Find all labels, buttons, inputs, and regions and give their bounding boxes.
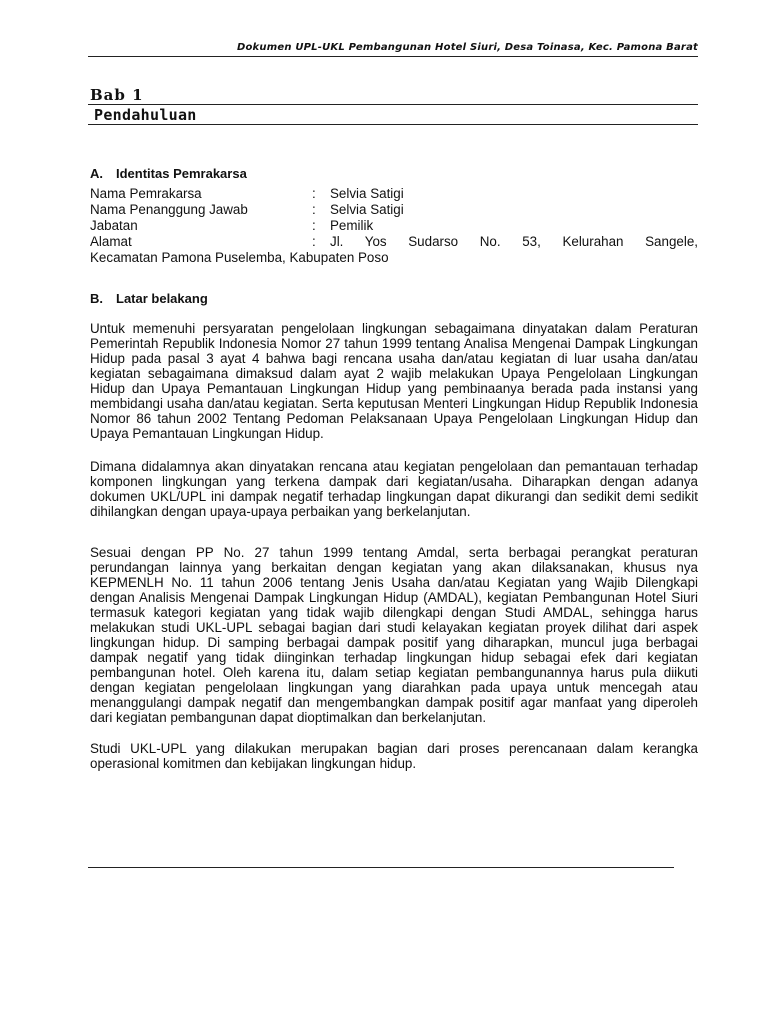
section-b-heading [90,291,208,306]
paragraph: Dimana didalamnya akan dinyatakan rencana atau kegiatan pengelolaan dan pemantauan terhadap komponen lingkungan yang terkena dampak dari kegiatan/usaha. Diharapkan dengan adanya dokumen UKL/UPL ini dampak negatif terhadap lingkungan dapat dikurangi dan sedikit demi sedikit dihilangkan dengan upaya-upaya perbaikan yang berkelanjutan. [90,459,698,519]
paragraph: Untuk memenuhi persyaratan pengelolaan lingkungan sebagaimana dinyatakan dalam Peraturan Pemerintah Republik Indonesia Nomor 27 tahun 1999 tentang Analisa Mengenai Dampak Lingkungan Hidup pada pasal 3 ayat 4 bahwa bagi rencana usaha dan/atau kegiatan di luar usaha dan/atau kegiatan sebagaimana dimaksud dalam ayat 2 wajib melakukan Upaya Pengelolaan Lingkungan Hidup dan Upaya Pemantauan Lingkungan Hidup yang pembinaanya berada pada instansi yang membidangi usaha dan/atau kegiatan. Serta keputusan Menteri Lingkungan Hidup Republik Indonesia Nomor 86 tahun 2002 Tentang Pedoman Pelaksanaan Upaya Pengelolaan Lingkungan Hidup dan Upaya Pemantauan Lingkungan Hidup. [90,321,698,441]
identity-colon: : [312,218,316,233]
address-continuation: Kecamatan Pamona Puselemba, Kabupaten Poso [90,250,389,265]
identity-row [90,186,698,202]
identity-label: Nama Pemrakarsa [90,186,202,201]
paragraph: Sesuai dengan PP No. 27 tahun 1999 tentang Amdal, serta berbagai perangkat peraturan perundangan lainnya yang berkaitan dengan kegiatan yang akan dilaksanakan, khusus nya KEPMENLH No. 11 tahun 2006 tentang Jenis Usaha dan/atau Kegiatan yang Wajib Dilengkapi dengan Analisis Mengenai Dampak Lingkungan Hidup (AMDAL), kegiatan Pembangunan Hotel Siuri termasuk kategori kegiatan yang tidak wajib dilengkapi dengan Studi AMDAL, sehingga harus melakukan studi UKL-UPL sebagai bagian dari studi kelayakan kegiatan proyek dilihat dari aspek lingkungan hidup. Di samping berbagai dampak positif yang diharapkan, muncul juga berbagai dampak negatif yang tidak diinginkan terhadap lingkungan hidup sebagai efek dari kegiatan pembangunan hotel. Oleh karena itu, dalam setiap kegiatan pembangunannya harus pula diikuti dengan kegiatan pengelolaan lingkungan yang diarahkan pada upaya untuk mencegah atau menanggulangi dampak negatif dan mengembangkan dampak positif agar manfaat yang diperoleh dari kegiatan pembangunan dapat dioptimalkan dan berkelanjutan. [90,545,698,725]
section-a-heading [90,166,247,181]
chapter-rule-top [88,104,698,105]
section-a-letter: A. [90,166,103,181]
identity-value: Pemilik [330,218,374,233]
section-b-title: Latar belakang [116,291,208,306]
chapter-rule-bottom [88,124,698,125]
identity-table [90,186,698,266]
paragraph: Studi UKL-UPL yang dilakukan merupakan bagian dari proses perencanaan dalam kerangka operasional komitmen dan kebijakan lingkungan hidup. [90,741,698,771]
identity-label: Jabatan [90,218,138,233]
identity-value: Selvia Satigi [330,202,404,217]
identity-row [90,202,698,218]
identity-label: Nama Penanggung Jawab [90,202,248,217]
section-a-title: Identitas Pemrakarsa [116,166,247,181]
footer-rule [88,867,674,868]
identity-colon: : [312,186,316,201]
chapter-title: Pendahuluan [94,106,197,124]
identity-value: Jl. Yos Sudarso No. 53, Kelurahan Sangele, [330,234,698,249]
identity-label: Alamat [90,234,132,249]
header-rule [88,56,698,57]
identity-colon: : [312,234,316,249]
identity-row [90,218,698,234]
identity-colon: : [312,202,316,217]
chapter-number: Bab 1 [90,86,144,104]
running-header: Dokumen UPL-UKL Pembangunan Hotel Siuri, Desa Toinasa, Kec. Pamona Barat [236,42,698,53]
identity-value: Selvia Satigi [330,186,404,201]
section-b-letter: B. [90,291,103,306]
identity-row-address [90,234,698,250]
